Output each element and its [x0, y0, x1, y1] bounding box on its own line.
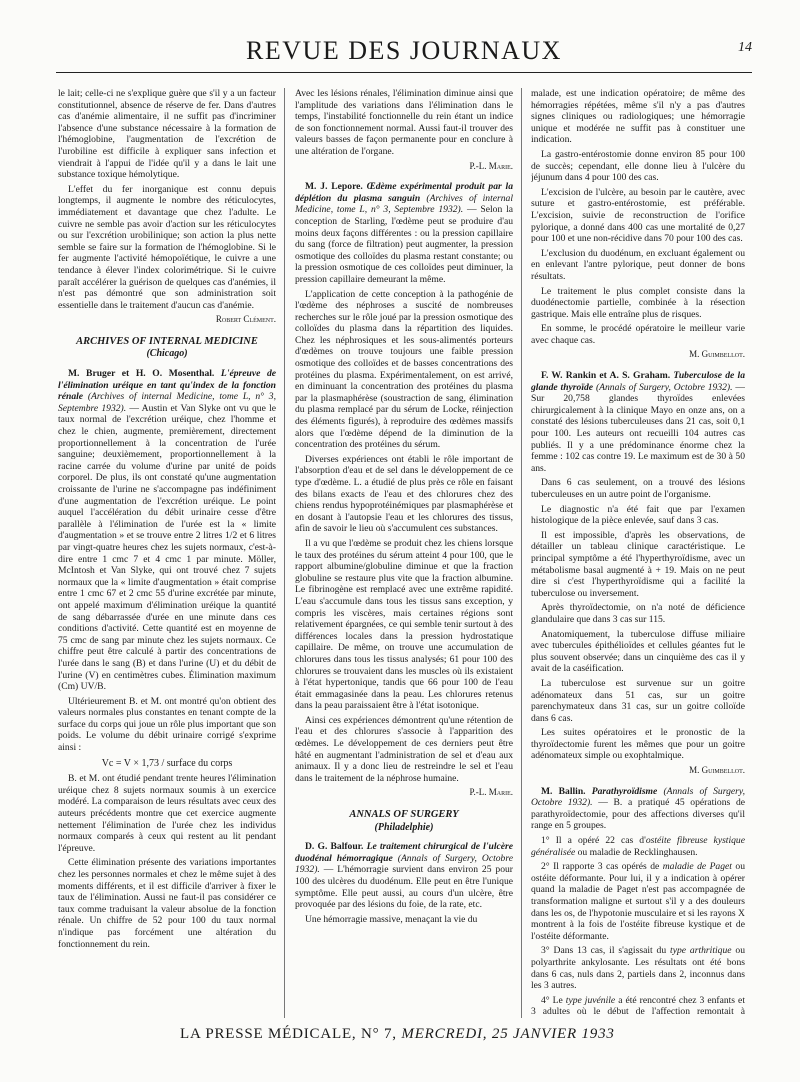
paragraph: Ultérieurement B. et M. ont montré qu'on obtient des valeurs normales plus constantes en tenant compte de la surface du corps qui joue un rôle plus important que son poids. Le volume du débit urinaire corrigé s'exprime ainsi :: [58, 695, 276, 754]
paragraph: le lait; celle-ci ne s'explique guère que s'il y a un facteur constitutionnel, absence de réserve de fer. Dans d'autres cas d'anémie alimentaire, il ne suffit pas d'incriminer l'absence d'une substance nécessaire à la formation de l'hémoglobine, l'augmentation de l'excrétion de l'urobiline est difficile à expliquer sans infection et viendrait à l'appui de l'idée qu'il y a dans le lait une substance toxique hémolytique.: [58, 88, 276, 181]
journal-section-heading: ARCHIVES OF INTERNAL MEDICINE: [76, 335, 258, 347]
journal-section-heading: ANNALS OF SURGERY: [349, 809, 459, 821]
article-title: L'épreuve de l'élimination uréique en tant qu'index de la fonction rénale: [58, 368, 276, 403]
article-authors: M. Ballin.: [541, 785, 586, 797]
paragraph: Diverses expériences ont établi le rôle important de l'absorption d'eau et de sel dans le développement de ce type d'œdème. L. a étudié de plus près ce rôle en faisant des bilans exacts de l'eau et des chlorures chez des chiens rendus hypoprotéinémiques par plasmaphérèse et en dosant à l'autopsie l'eau et les chlorures des tissus, afin de savoir le lieu où s'accumulent ces substances.: [295, 453, 513, 535]
article-authors: M. J. Lepore.: [305, 181, 363, 193]
signature: M. Guimbellot.: [689, 349, 745, 360]
signature: P.-L. Marie.: [469, 160, 513, 171]
text: 3° Dans 13 cas, il s'agissait du: [541, 945, 671, 957]
paragraph: En somme, le procédé opératoire le meilleur varie avec chaque cas.: [531, 323, 745, 346]
article-text: — Sur 20,758 glandes thyroïdes enlevées chirurgicalement à la clinique Mayo en onze ans, on a constaté des lésions tuberculeuses dans 21 cas, soit 0,1 pour 100. Les auteurs ont recueilli 104 autres cas publiés. Il y a une prédominance énorme chez la femme : 102 cas contre 19. Le maximum est de 30 à 50 ans.: [531, 381, 745, 474]
text: 2° Il rapporte 3 cas opérés de: [541, 861, 663, 873]
article-source: (Archives of internal Medicine, tome L, n° 3, Septembre 1932).: [58, 391, 276, 414]
paragraph: Avec les lésions rénales, l'élimination diminue ainsi que l'amplitude des variations dans l'élimination dans le temps, l'instabilité fonctionnelle du rein étant un indice de son fonctionnement normal. Aussi faut-il trouver des valeurs basses de façon permanente pour en conclure à une altération de l'organe.: [295, 88, 513, 157]
paragraph: [531, 995, 745, 1018]
article-text: — Austin et Van Slyke ont vu que le taux normal de l'excrétion uréique, chez l'homme et chez le chien, augmente, premièrement, directement proportionnellement à la concentration de l'urée sanguine; deuxièmement, proportionnellement à la racine carrée du volume d'urine par unité de poids corporel. De plus, ils ont constaté qu'une augmentation croissante de l'urine ne s'accompagne pas indéfiniment d'une augmentation de l'excrétion uréique. Le point auquel l'accélération du débit urinaire cesse d'être parallèle à l'élimination de l'urée est la « limite d'augmentation » et se trouve entre 2 litres 1/2 et 6 litres par vingt-quatre heures chez les sujets normaux, c'est-à-dire entre 1 cmc 7 et 4 cmc 1 par minute. Möller, McIntosh et Van Slyke, qui ont trouvé chez 7 sujets normaux que la « limite d'augmentation » était comprise entre 1 cmc 67 et 2 cmc 55 d'urine excrétée par minute, ont appelé maximum d'élimination uréique la quantité de sang débarrassée d'urée en une minute dans ces conditions d'activité. Cette quantité est en moyenne de 75 cmc de sang par minute chez les sujets normaux. Ce chiffre peut être calculé à partir des concentrations de l'urée dans le sang (B) et dans l'urine (U) et du débit de l'urine (V) en centimètres cubes. Élimination maximum (Cm) UV/B.: [58, 402, 276, 693]
article-paragraph: [58, 368, 276, 693]
paragraph: Ainsi ces expériences démontrent qu'une rétention de l'eau et des chlorures s'associe à l'apparition des œdèmes. Le développement de ces derniers peut être hâté en augmentant l'administration de sel et d'eau aux animaux. Il y a donc lieu de restreindre le sel et l'eau dans le traitement de la néphrose humaine.: [295, 714, 513, 784]
paragraph: Après thyroïdectomie, on n'a noté de déficience glandulaire que dans 3 cas sur 115.: [531, 602, 745, 625]
article-paragraph: [295, 181, 513, 285]
article-source: (Annals of Surgery, Octobre 1932).: [531, 785, 745, 809]
signature: P.-L. Marie.: [469, 787, 513, 798]
article-paragraph: [295, 841, 513, 911]
article-text: — Selon la conception de Starling, l'œdème peut se produire d'au moins deux façons différentes : ou la pression capillaire du sang (force de filtration) peut augmenter, la pression osmotique des colloïdes du plasma restant constante; ou la pression osmotique de ces colloïdes peut diminuer, la pression capillaire demeurant la même.: [295, 204, 513, 285]
column-middle: [295, 88, 522, 1018]
page-header: [56, 32, 752, 73]
emphasis: type juvénile: [565, 994, 616, 1006]
paragraph: [531, 861, 745, 942]
article-authors: F. W. Rankin et A. S. Graham.: [541, 370, 671, 382]
journal-city: (Philadelphie): [374, 821, 434, 833]
paragraph: La tuberculose est survenue sur un goitre adénomateux dans 51 cas, sur un goitre parenchymateux dans 31 cas, sur un goitre colloïde dans 6 cas.: [531, 677, 745, 724]
column-right: [531, 88, 745, 1018]
paragraph: [531, 835, 745, 858]
article-title: Le traitement chirurgical de l'ulcère duodénal hémorragique: [295, 841, 514, 864]
text: 4° Le: [541, 994, 566, 1006]
text: ou polyarthrite ankylosante. Les résultats ont été bons dans 6 cas, nuls dans 2, partiels dans 2, inconnus dans les 3 autres.: [531, 945, 745, 992]
footer-date: MERCREDI, 25 JANVIER 1933: [401, 1026, 615, 1042]
article-source: (Annals of Surgery, Octobre 1932).: [595, 381, 733, 393]
article-paragraph: [531, 786, 745, 832]
article-title: Parathyroïdisme: [591, 785, 658, 797]
article-text: — B. a pratiqué 45 opérations de parathyroïdectomie, pour des affections diverses qu'il range en 5 groupes.: [531, 797, 745, 832]
emphasis: ostéite fibreuse kystique généralisée: [531, 835, 745, 858]
paragraph: [531, 945, 745, 991]
paragraph: L'exclusion du duodénum, en excluant également ou en enlevant l'antre pylorique, peut donner de bons résultats.: [531, 247, 745, 282]
paragraph: malade, est une indication opératoire; de même des hémorragies répétées, même s'il n'y a pas d'autres signes cliniques ou radiologiques; une hémorragie unique et modérée ne suffit pas à constituer une indication.: [531, 88, 745, 146]
paragraph: Les suites opératoires et le pronostic de la thyroïdectomie furent les mêmes que pour un goitre adénomateux simple ou exophtalmique.: [531, 727, 745, 762]
emphasis: maladie de Paget: [662, 861, 732, 873]
article-source: (Archives of internal Medicine, tome L, n° 3, Septembre 1932).: [295, 192, 513, 216]
paragraph: Cette élimination présente des variations importantes chez les personnes normales et chez le même sujet à des moments différents, et il est difficile d'arriver à fixer le taux de l'élimination. Aussi ne faut-il pas considérer ce taux comme traduisant la valeur absolue de la fonction rénale. Un chiffre de 52 pour 100 du taux normal n'indique pas forcément une altération du fonctionnement du rein.: [58, 857, 276, 950]
page-number: 14: [738, 40, 752, 55]
article-source: (Annals of Surgery, Octobre 1932).: [295, 852, 513, 876]
paragraph: Il est impossible, d'après les observations, de détailler un tableau clinique caractéristique. Le principal symptôme a été l'hyperthyroïdisme, avec un métabolisme basal augmenté à + 19. Mais on ne peut dire si c'est l'hyperthyroïdisme qui a facilité la tuberculose ou inversement.: [531, 529, 745, 599]
emphasis: type arthritique: [670, 945, 732, 957]
paragraph: L'application de cette conception à la pathogénie de l'œdème des néphroses a suscité de nombreuses recherches sur le rôle joué par la pression osmotique des colloïdes du plasma dans la répartition des liquides. Chez les néphrosiques et les sous-alimentés porteurs d'œdèmes on trouve toujours une faible pression osmotique des colloïdes et de basses concentrations des protéines du plasma. Expérimentalement, on est arrivé, en diminuant la concentration des protéines du plasma par la plasmaphérèse (soustraction de sang, élimination du plasma remplacé par du sérum de Locke, réinjection des éléments figurés), à reproduire des œdèmes massifs alors que l'œdème dépend de la diminution de la concentration des protéines du sérum.: [295, 288, 513, 451]
paragraph: Une hémorragie massive, menaçant la vie du: [305, 913, 478, 925]
page-footer: [180, 1026, 780, 1043]
paragraph: Dans 6 cas seulement, on a trouvé des lésions tuberculeuses en un autre point de l'organisme.: [531, 477, 745, 500]
article-paragraph: [531, 370, 745, 474]
text: ou ostéite déformante. Pour lui, il y a indication à opérer quand la maladie de Paget n'est pas accompagnée de transformation maligne et surtout s'il y a des douleurs dans les os, de l'hypotonie musculaire et si les rayons X montrent à la fois de l'ostéite fibreuse kystique et de l'ostéite déformante.: [531, 861, 745, 942]
journal-city: (Chicago): [146, 348, 188, 360]
text: a été rencontré chez 3 enfants et 3 adultes où le début de l'affection remontait à: [531, 994, 745, 1018]
footer-journal: LA PRESSE MÉDICALE, N° 7,: [180, 1026, 397, 1042]
signature: Robert Clément.: [215, 314, 276, 325]
paragraph: Le diagnostic n'a été fait que par l'examen histologique de la pièce enlevée, sauf dans 3 cas.: [531, 503, 745, 527]
paragraph: L'effet du fer inorganique est connu depuis longtemps, il augmente le nombre des réticulocytes, immédiatement et davantage que chez l'adulte. Le cuivre ne semble pas avoir d'action sur les réticulocytes ou sur l'excrétion urobilinique; son action la plus nette semble se faire sur la formation de l'hémoglobine. Si le fer augmente l'activité hémopoïétique, le cuivre a une tendance à élever l'index colorimétrique. Si le cuivre paraît accélérer la guérison de quelques cas d'anémies, il n'est pas démontré que son administration soit essentielle dans le traitement d'aucun cas d'anémie.: [58, 183, 276, 311]
paragraph: L'excision de l'ulcère, au besoin par le cautère, avec suture et gastro-entérostomie, est préférable. L'excision, suivie de reconstruction de l'orifice pylorique, a donné dans 400 cas une mortalité de 0,27 pour 100 et une non-récidive dans 70 pour 100 des cas.: [531, 186, 745, 245]
article-text: — L'hémorragie survient dans environ 25 pour 100 des ulcères du duodénum. Elle peut en être l'unique symptôme. Elle peut aussi, au cours d'un ulcère, être provoquée par des lésions du foie, de la rate, etc.: [295, 864, 513, 911]
article-title: Tuberculose de la glande thyroïde: [531, 370, 745, 393]
article-title: Œdème expérimental produit par la déplétion du plasma sanguin: [295, 181, 513, 204]
text: ou maladie de Recklinghausen.: [575, 846, 698, 858]
formula: Vc = V × 1,73 / surface du corps: [101, 757, 233, 769]
paragraph: La gastro-entérostomie donne environ 85 pour 100 de succès; cependant, elle donne lieu à l'ulcère du jéjunum dans 4 pour 100 des cas.: [531, 148, 745, 184]
paragraph: Il a vu que l'œdème se produit chez les chiens lorsque le taux des protéines du sérum atteint 4 pour 100, que le rapport albumine/globuline diminue et que la fraction globuline se restaure plus vite que la fraction albumine. Le fibrinogène est remplacé avec une extrême rapidité. L'eau s'accumule dans tous les tissus sans exception, y compris les viscères, mais certaines régions sont relativement épargnées, ce qui semble tenir surtout à des différences locales dans la pression hydrostatique capillaire. De même, on trouve une accumulation de chlorures dans tous les tissus analysés; 61 pour 100 des chlorures se trouvaient dans les muscles où ils existaient à l'état hypertonique, tandis que 66 pour 100 de l'eau était emmagasinée dans la peau. Les chlorures retenus dans la peau paraissaient être à l'état isotonique.: [295, 537, 513, 712]
paragraph: B. et M. ont étudié pendant trente heures l'élimination uréique chez 8 sujets normaux soumis à un exercice modéré. La comparaison de leurs résultats avec ceux des auteurs précédents montre que cet exercice augmente nettement l'élimination de l'urée chez les individus normaux comparés à ceux qui restent au lit pendant l'épreuve.: [58, 773, 276, 854]
article-authors: D. G. Balfour.: [305, 841, 364, 853]
paragraph: Le traitement le plus complet consiste dans la duodénectomie partielle, combinée à la résection gastrique. Mais elle entraîne plus de risques.: [531, 285, 745, 320]
signature: M. Guimbellot.: [689, 765, 745, 776]
journal-section-title: REVUE DES JOURNAUX: [246, 36, 562, 65]
text: 1° Il a opéré 22 cas d': [541, 835, 646, 847]
column-left: [58, 88, 285, 1018]
paragraph: Anatomiquement, la tuberculose diffuse miliaire avec tubercules épithélioïdes et cellules géantes fut le plus souvent observée; dans un cinquième des cas il y avait de la caséification.: [531, 628, 745, 675]
article-authors: M. Bruger et H. O. Mosenthal.: [68, 368, 215, 380]
